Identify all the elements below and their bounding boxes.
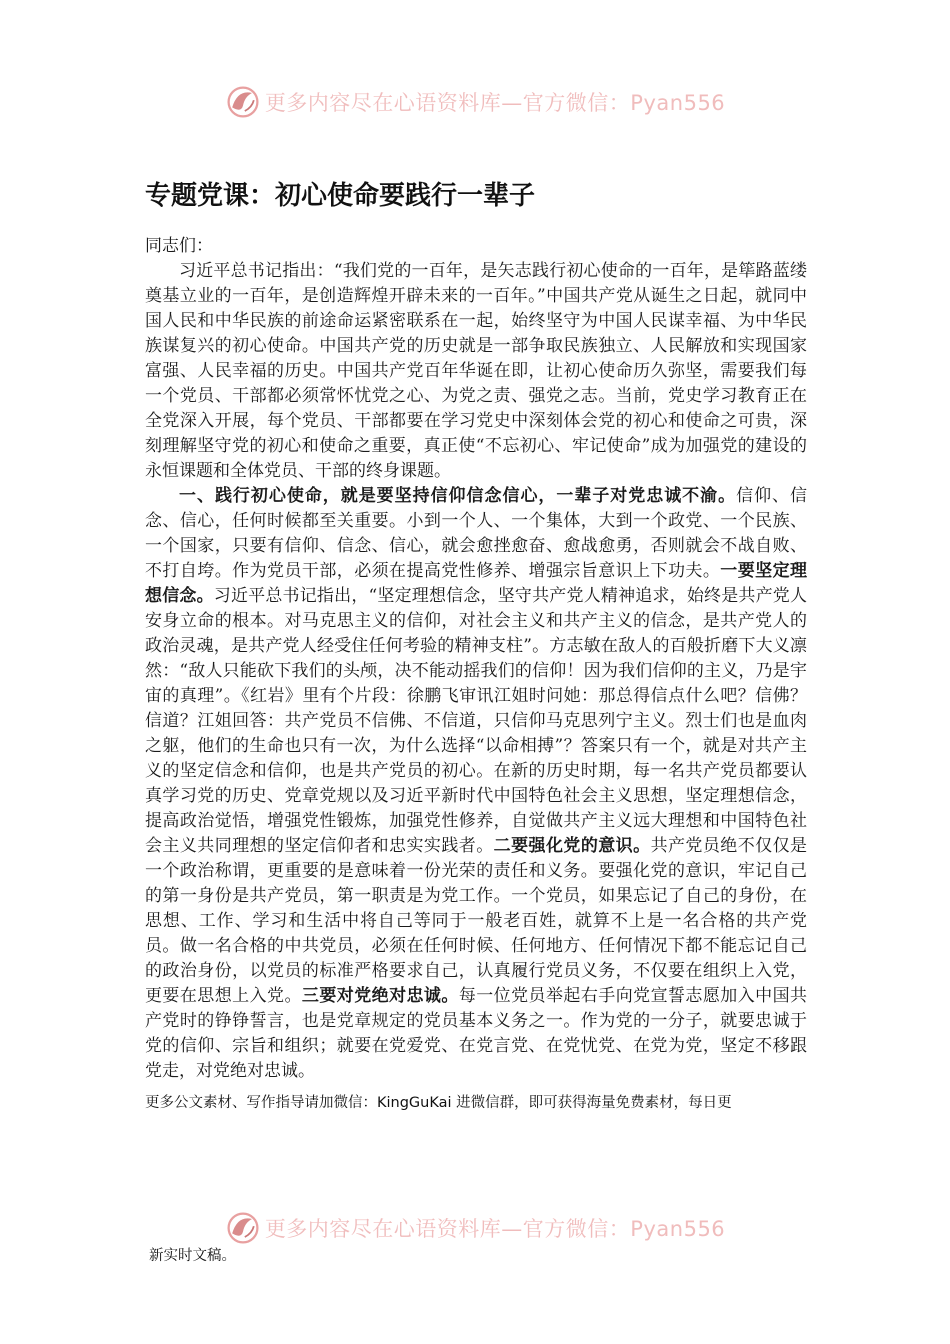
footer-note-tail: 新实时文稿。 [149,1248,236,1264]
section-text: 信仰、信念、信心，任何时候都至关重要。小到一个人、一个集体，大到一个政党、一个民族、一个国家，只要有信仰、信念、信心，就会愈挫愈奋、愈战愈勇，否则就会不战自败、不打自垮。作为党员干部，必须在提高党性修养、增强宗旨意识上下功夫。 [145,486,808,581]
paragraph-intro: 习近平总书记指出：“我们党的一百年，是矢志践行初心使命的一百年，是筚路蓝缕奠基立业的一百年，是创造辉煌开辟未来的一百年。”中国共产党从诞生之日起，就同中国人民和中华民族的前途命运紧密联系在一起，始终坚守为中国人民谋幸福、为中华民族谋复兴的初心使命。中国共产党的历史就是一部争取民族独立、人民解放和实现国家富强、人民幸福的历史。中国共产党百年华诞在即，让初心使命历久弥坚，需要我们每一个党员、干部都必须常怀忧党之心、为党之责、强党之志。当前，党史学习教育正在全党深入开展，每个党员、干部都要在学习党史中深刻体会党的初心和使命之可贵，深刻理解坚守党的初心和使命之重要，真正使“不忘初心、牢记使命”成为加强党的建设的永恒课题和全体党员、干部的终身课题。 [145,261,807,481]
footer-banner [0,1206,950,1250]
section-heading: 一、践行初心使命，就是要坚持信仰信念信心，一辈子对党忠诚不渝。 [179,486,737,506]
document-body [145,178,807,1114]
banner-text: 更多内容尽在心语资料库—官方微信：Pyan556 [264,91,726,115]
subsection-text-two: 共产党员绝不仅仅是一个政治称谓，更重要的是意味着一份光荣的责任和义务。要强化党的意识，牢记自己的第一身份是共产党员，第一职责是为党工作。一个党员，如果忘记了自己的身份，在思想、工作、学习和生活中将自己等同于一般老百姓，就算不上是一名合格的共产党员。做一名合格的中共党员，必须在任何时候、任何地方、任何情况下都不能忘记自己的政治身份，以党员的标准严格要求自己，认真履行党员义务，不仅要在组织上入党，更要在思想上入党。 [145,836,808,1006]
greeting: 同志们： [145,236,213,256]
header-banner [0,80,950,124]
subheading-one: 一要坚定理想信念。 [145,561,808,606]
footer-note: 更多公文素材、写作指导请加微信：KingGuKai 进微信群，即可获得海量免费素材，每日更 [145,1095,732,1111]
subsection-text-three: 每一位党员举起右手向党宣誓志愿加入中国共产党时的铮铮誓言，也是党章规定的党员基本义务之一。作为党的一分子，就要忠诚于党的信仰、宗旨和组织；就要在党爱党、在党言党、在党忧党、在党为党，坚定不移跟党走，对党绝对忠诚。 [145,986,808,1081]
subheading-three: 三要对党绝对忠诚。 [301,986,459,1006]
paragraph-section-one [145,484,807,1084]
swirl-logo-icon [225,84,261,120]
subsection-text-one: 习近平总书记指出，“坚定理想信念，坚守共产党人精神追求，始终是共产党人安身立命的根本。对马克思主义的信仰，对社会主义和共产主义的信念，是共产党人的政治灵魂，是共产党人经受住任何考验的精神支柱”。方志敏在敌人的百般折磨下大义凛然：“敌人只能砍下我们的头颅，决不能动摇我们的信仰！因为我们信仰的主义，乃是宇宙的真理”。《红岩》里有个片段：徐鹏飞审讯江姐时问她：那总得信点什么吧？信佛？信道？江姐回答：共产党员不信佛、不信道，只信仰马克思列宁主义。烈士们也是血肉之躯，他们的生命也只有一次，为什么选择“以命相搏”？答案只有一个，就是对共产主义的坚定信念和信仰，也是共产党员的初心。在新的历史时期，每一名共产党员都要认真学习党的历史、党章党规以及习近平新时代中国特色社会主义思想，坚定理想信念，提高政治觉悟，增强党性锻炼，加强党性修养，自觉做共产主义远大理想和中国特色社会主义共同理想的坚定信仰者和忠实实践者。 [145,586,807,856]
banner-text: 更多内容尽在心语资料库—官方微信：Pyan556 [264,1217,726,1241]
subheading-two: 二要强化党的意识。 [493,836,651,856]
swirl-logo-icon [225,1210,261,1246]
document-title: 专题党课：初心使命要践行一辈子 [145,181,536,211]
